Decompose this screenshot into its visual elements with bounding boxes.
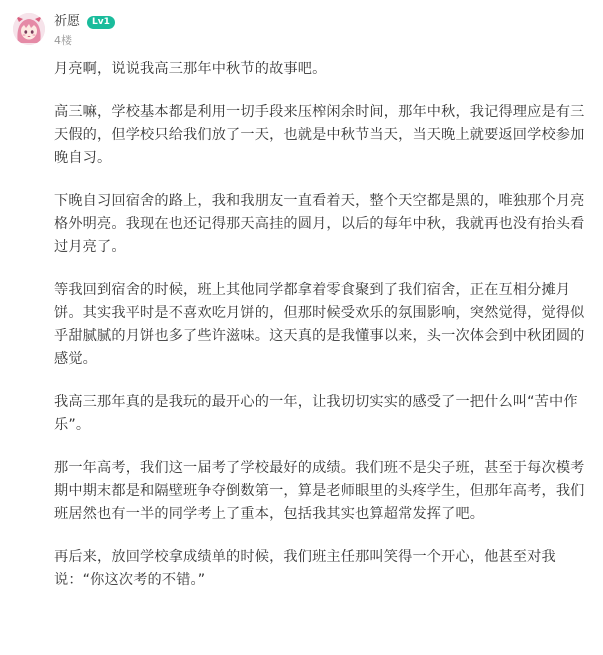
- username[interactable]: 祈愿: [54, 14, 81, 29]
- avatar[interactable]: [13, 13, 45, 45]
- paragraph: 等我回到宿舍的时候，班上其他同学都拿着零食聚到了我们宿舍，正在互相分摊月饼。其实我平时是不喜欢吃月饼的，但那时候受欢乐的氛围影响，突然觉得，觉得似乎甜腻腻的月饼也多了些许滋味。这天真的是我懂事以来，头一次体会到中秋团圆的感觉。: [54, 282, 585, 367]
- paragraph: 我高三那年真的是我玩的最开心的一年，让我切切实实的感受了一把什么叫“苦中作乐”。: [54, 394, 578, 433]
- paragraph: 月亮啊，说说我高三那年中秋节的故事吧。: [54, 61, 327, 77]
- paragraph: 再后来，放回学校拿成绩单的时候，我们班主任那叫笑得一个开心，他甚至对我说：“你这次考的不错。”: [54, 549, 556, 588]
- paragraph: 那一年高考，我们这一届考了学校最好的成绩。我们班不是尖子班，甚至于每次模考期中期末都是和隔壁班争夺倒数第一，算是老师眼里的头疼学生，但那年高考，我们班居然也有一半的同学考上了重本，包括我其实也算超常发挥了吧。: [54, 460, 585, 522]
- post-content: [54, 58, 590, 612]
- paragraph: 下晚自习回宿舍的路上，我和我朋友一直看着天，整个天空都是黑的，唯独那个月亮格外明亮。我现在也还记得那天高挂的圆月，以后的每年中秋，我就再也没有抬头看过月亮了。: [54, 193, 585, 255]
- level-badge: Lv1: [87, 16, 115, 29]
- paragraph: 高三嘛，学校基本都是利用一切手段来压榨闲余时间，那年中秋，我记得理应是有三天假的，但学校只给我们放了一天，也就是中秋节当天，当天晚上就要返回学校参加晚自习。: [54, 104, 585, 166]
- anime-girl-avatar-icon: [13, 13, 45, 45]
- floor-number: 4楼: [54, 34, 72, 47]
